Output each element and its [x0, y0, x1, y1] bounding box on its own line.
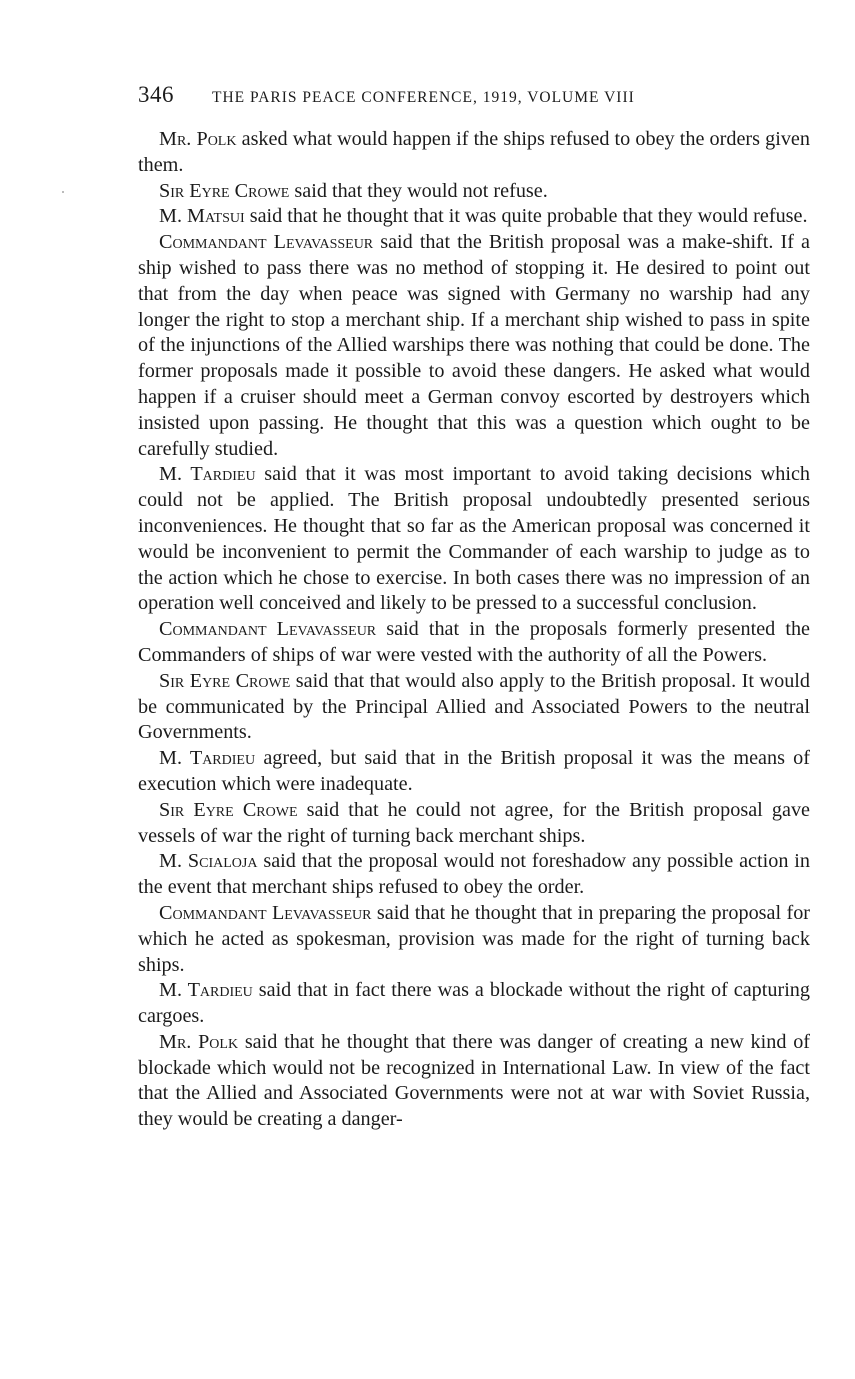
paragraph-text: said that he thought that it was quite probable that they would refuse.	[249, 205, 808, 228]
paragraph-text: said that the British proposal was a make-shift. If a ship wished to pass there was no method of stopping it. He desired to point out that from the day when peace was signed with Germany no warship had any longer the right to stop a merchant ship. If a merchant ship wished to pass in spite of the injunctions of the Allied warships there was nothing that could be done. The former proposals made it possible to avoid these dangers. He asked what would happen if a cruiser should meet a German convoy escorted by destroyers which insisted upon passing. He thought that this was a question which ought to be carefully studied.	[138, 231, 810, 460]
paragraph	[138, 746, 810, 798]
running-title: THE PARIS PEACE CONFERENCE, 1919, VOLUME VIII	[212, 89, 635, 106]
paragraph	[138, 462, 810, 617]
scan-speck	[62, 191, 64, 193]
paragraph-text: said that in fact there was a blockade without the right of capturing cargoes.	[138, 979, 810, 1028]
speaker-name: M. Tardieu	[159, 979, 253, 1002]
paragraph	[138, 901, 810, 978]
paragraph	[138, 978, 810, 1030]
paragraph	[138, 798, 810, 850]
speaker-name: Sir Eyre Crowe	[159, 798, 298, 821]
paragraph	[138, 230, 810, 462]
speaker-name: Commandant Levavasseur	[159, 901, 372, 924]
paragraph-text: said that in the proposals formerly presented the Commanders of ships of war were vested with the authority of all the Powers.	[138, 618, 811, 666]
speaker-name: M. Tardieu	[159, 463, 256, 486]
paragraph-text: said that he could not agree, for the British proposal gave vessels of war the right of turning back merchant ships.	[138, 798, 811, 847]
body-text	[138, 127, 810, 1133]
paragraph	[138, 1030, 810, 1133]
paragraph-text: asked what would happen if the ships refused to obey the orders given them.	[138, 128, 810, 176]
paragraph	[138, 204, 810, 230]
speaker-name: M. Tardieu	[159, 747, 256, 770]
paragraph-text: said that they would not refuse.	[294, 179, 548, 202]
page-header	[138, 82, 810, 112]
speaker-name: Mr. Polk	[159, 128, 237, 150]
paragraph	[138, 127, 810, 179]
speaker-name: M. Scialoja	[159, 850, 258, 873]
paragraph-text: said that he thought that there was danger of creating a new kind of blockade which would not be recognized in International Law. In view of the fact that the Allied and Associated Governments were not at war with Soviet Russia, they would be creating a danger-	[138, 1030, 811, 1131]
paragraph	[138, 617, 810, 669]
speaker-name: M. Matsui	[159, 205, 245, 228]
paragraph-text: said that it was most important to avoid taking decisions which could not be applied. The British proposal undoubtedly presented serious inconveniences. He thought that so far as the American proposal was concerned it would be inconvenient to permit the Commander of each warship to judge as to the action which he chose to exercise. In both cases there was no impression of an operation well conceived and likely to be pressed to a successful conclusion.	[138, 463, 810, 615]
page-number: 346	[138, 82, 174, 107]
paragraph-text: said that the proposal would not foreshadow any possible action in the event that merchant ships refused to obey the order.	[138, 850, 810, 899]
paragraph	[138, 849, 810, 901]
speaker-name: Commandant Levavasseur	[159, 231, 374, 254]
speaker-name: Sir Eyre Crowe	[159, 179, 290, 202]
speaker-name: Mr. Polk	[159, 1030, 239, 1053]
paragraph	[138, 179, 810, 205]
speaker-name: Commandant Levavasseur	[159, 618, 377, 641]
paragraph-text: said that he thought that in preparing the proposal for which he acted as spokesman, provision was made for the right of turning back ships.	[138, 901, 811, 976]
paragraph-text: agreed, but said that in the British proposal it was the means of execution which were inadequate.	[138, 747, 810, 795]
paragraph-text: said that that would also apply to the British proposal. It would be communicated by the Principal Allied and Associated Powers to the neutral Governments.	[138, 669, 810, 744]
speaker-name: Sir Eyre Crowe	[159, 669, 291, 692]
paragraph	[138, 669, 810, 746]
